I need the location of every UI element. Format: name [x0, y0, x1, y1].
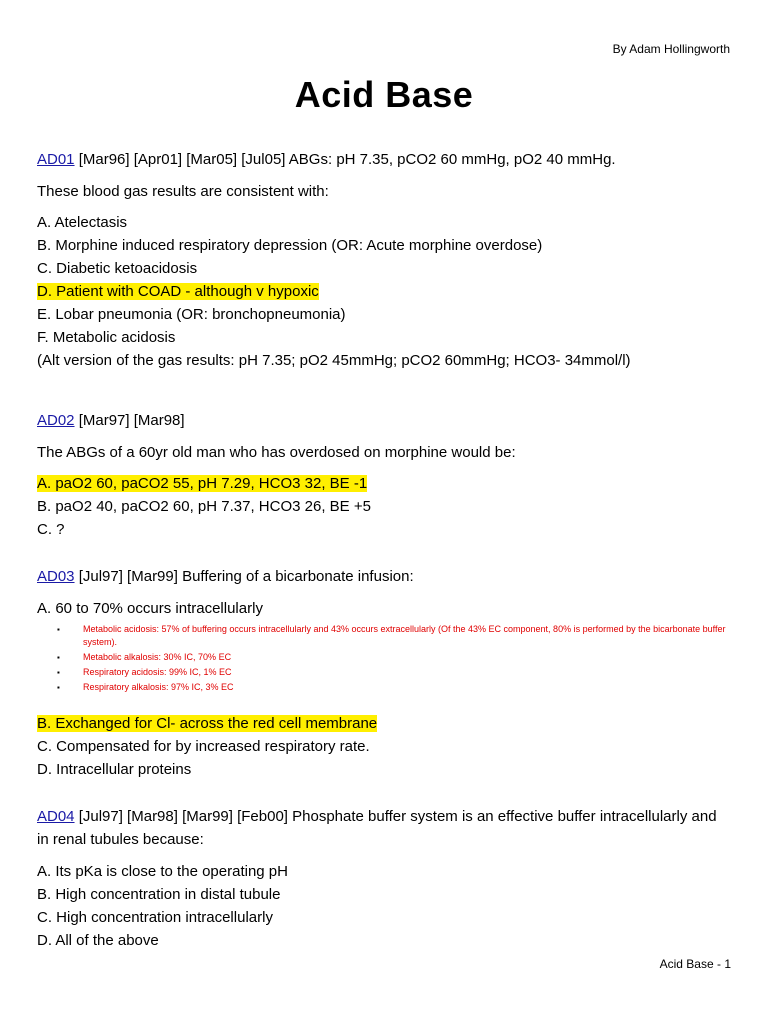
answer-option: B. Morphine induced respiratory depression (OR: Acute morphine overdose) — [37, 237, 543, 254]
answer-option-highlighted: A. paO2 60, paCO2 55, pH 7.29, HCO3 32, BE -1 — [37, 475, 368, 492]
answer-option: B. paO2 40, paCO2 60, pH 7.37, HCO3 26, BE +5 — [37, 498, 371, 515]
question-tags: [Jul97] [Mar99] Buffering of a bicarbonate infusion: — [74, 568, 414, 585]
question-id-link[interactable]: AD03 — [37, 568, 75, 585]
question-id-link[interactable]: AD01 — [37, 151, 75, 168]
answer-option: A. 60 to 70% occurs intracellularly — [37, 600, 263, 617]
question-stem: These blood gas results are consistent with: — [37, 183, 329, 200]
answer-option: C. High concentration intracellularly — [37, 909, 273, 926]
note-item: ▪ Metabolic acidosis: 57% of buffering occurs intracellularly and 43% occurs extracellularly (Of the 43% EC component, 80% is performed by the bicarbonate buffer system). — [83, 623, 731, 649]
question-header — [37, 805, 731, 851]
answer-option-highlighted: D. Patient with COAD - although v hypoxic — [37, 283, 319, 300]
question-id-link[interactable]: AD02 — [37, 412, 75, 429]
answer-option: A. Its pKa is close to the operating pH — [37, 863, 288, 880]
answer-option: D. Intracellular proteins — [37, 761, 192, 778]
answer-option: D. All of the above — [37, 932, 159, 949]
author-line: By Adam Hollingworth — [612, 42, 730, 56]
answer-option-highlighted: B. Exchanged for Cl- across the red cell membrane — [37, 715, 378, 732]
question-tags: [Mar96] [Apr01] [Mar05] [Jul05] ABGs: pH 7.35, pCO2 60 mmHg, pO2 40 mmHg. — [74, 151, 616, 168]
answer-options — [37, 211, 731, 372]
question-ad04 — [37, 805, 731, 952]
page-title: Acid Base — [294, 74, 474, 115]
note-item: ▪ Metabolic alkalosis: 30% IC, 70% EC — [83, 651, 731, 664]
answer-option: F. Metabolic acidosis — [37, 329, 176, 346]
page-footer: Acid Base - 1 — [659, 957, 731, 971]
answer-option: C. ? — [37, 521, 65, 538]
question-ad03 — [37, 565, 731, 781]
answer-option: C. Diabetic ketoacidosis — [37, 260, 198, 277]
question-header — [37, 409, 731, 432]
answer-option: A. Atelectasis — [37, 214, 128, 231]
note-item: ▪ Respiratory acidosis: 99% IC, 1% EC — [83, 666, 731, 679]
question-tags: [Mar97] [Mar98] — [74, 412, 185, 429]
answer-option: B. High concentration in distal tubule — [37, 886, 281, 903]
question-tags: [Jul97] [Mar98] [Mar99] [Feb00] Phosphate buffer system is an effective buffer intracellularly and in renal tubules because: — [37, 808, 717, 848]
answer-options — [37, 472, 731, 541]
document-body — [37, 148, 731, 952]
question-id-link[interactable]: AD04 — [37, 808, 75, 825]
question-stem: The ABGs of a 60yr old man who has overdosed on morphine would be: — [37, 444, 516, 461]
question-ad02 — [37, 409, 731, 541]
question-ad01 — [37, 148, 731, 372]
answer-options — [37, 712, 731, 781]
answer-options — [37, 597, 731, 620]
note-item: ▪ Respiratory alkalosis: 97% IC, 3% EC — [83, 681, 731, 694]
answer-option: C. Compensated for by increased respiratory rate. — [37, 738, 370, 755]
explanation-notes — [83, 623, 731, 694]
answer-note: (Alt version of the gas results: pH 7.35; pO2 45mmHg; pCO2 60mmHg; HCO3- 34mmol/l) — [37, 352, 631, 369]
answer-option: E. Lobar pneumonia (OR: bronchopneumonia) — [37, 306, 346, 323]
question-header — [37, 565, 731, 588]
answer-options — [37, 860, 731, 952]
question-header — [37, 148, 731, 171]
